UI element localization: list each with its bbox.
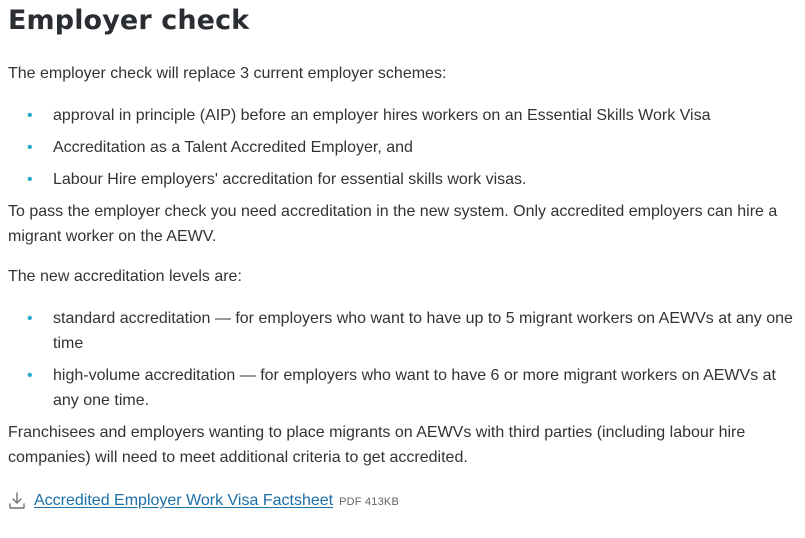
list-item <box>8 103 797 128</box>
levels-intro: The new accreditation levels are: <box>8 268 242 285</box>
levels-list <box>8 306 797 413</box>
bullet-icon: • <box>27 310 33 327</box>
franchise-paragraph: Franchisees and employers wanting to place migrants on AEWVs with third parties (including labour hire companies) will need to meet additional criteria to get accredited. <box>8 424 746 466</box>
pass-paragraph: To pass the employer check you need accreditation in the new system. Only accredited employers can hire a migrant worker on the AEWV. <box>8 203 778 245</box>
list-item-text: approval in principle (AIP) before an employer hires workers on an Essential Skills Work Visa <box>53 107 711 124</box>
bullet-icon: • <box>27 171 33 188</box>
list-item-text: standard accreditation — for employers who want to have up to 5 migrant workers on AEWVs at any one time <box>53 310 793 352</box>
download-icon[interactable] <box>8 491 26 511</box>
list-item <box>8 306 797 356</box>
bullet-icon: • <box>27 139 33 156</box>
list-item-text: Accreditation as a Talent Accredited Employer, and <box>53 139 413 156</box>
list-item <box>8 167 797 192</box>
list-item <box>8 363 797 413</box>
page-title: Employer check <box>8 5 250 36</box>
intro-paragraph: The employer check will replace 3 current employer schemes: <box>8 65 447 82</box>
bullet-icon: • <box>27 367 33 384</box>
list-item-text: Labour Hire employers' accreditation for essential skills work visas. <box>53 171 527 188</box>
bullet-icon: • <box>27 107 33 124</box>
file-meta: PDF 413KB <box>339 496 399 508</box>
schemes-list <box>8 103 797 192</box>
factsheet-link[interactable]: Accredited Employer Work Visa Factsheet <box>34 492 334 509</box>
factsheet-download <box>8 489 797 513</box>
list-item-text: high-volume accreditation — for employers who want to have 6 or more migrant workers on AEWVs at any one time. <box>53 367 776 409</box>
list-item <box>8 135 797 160</box>
